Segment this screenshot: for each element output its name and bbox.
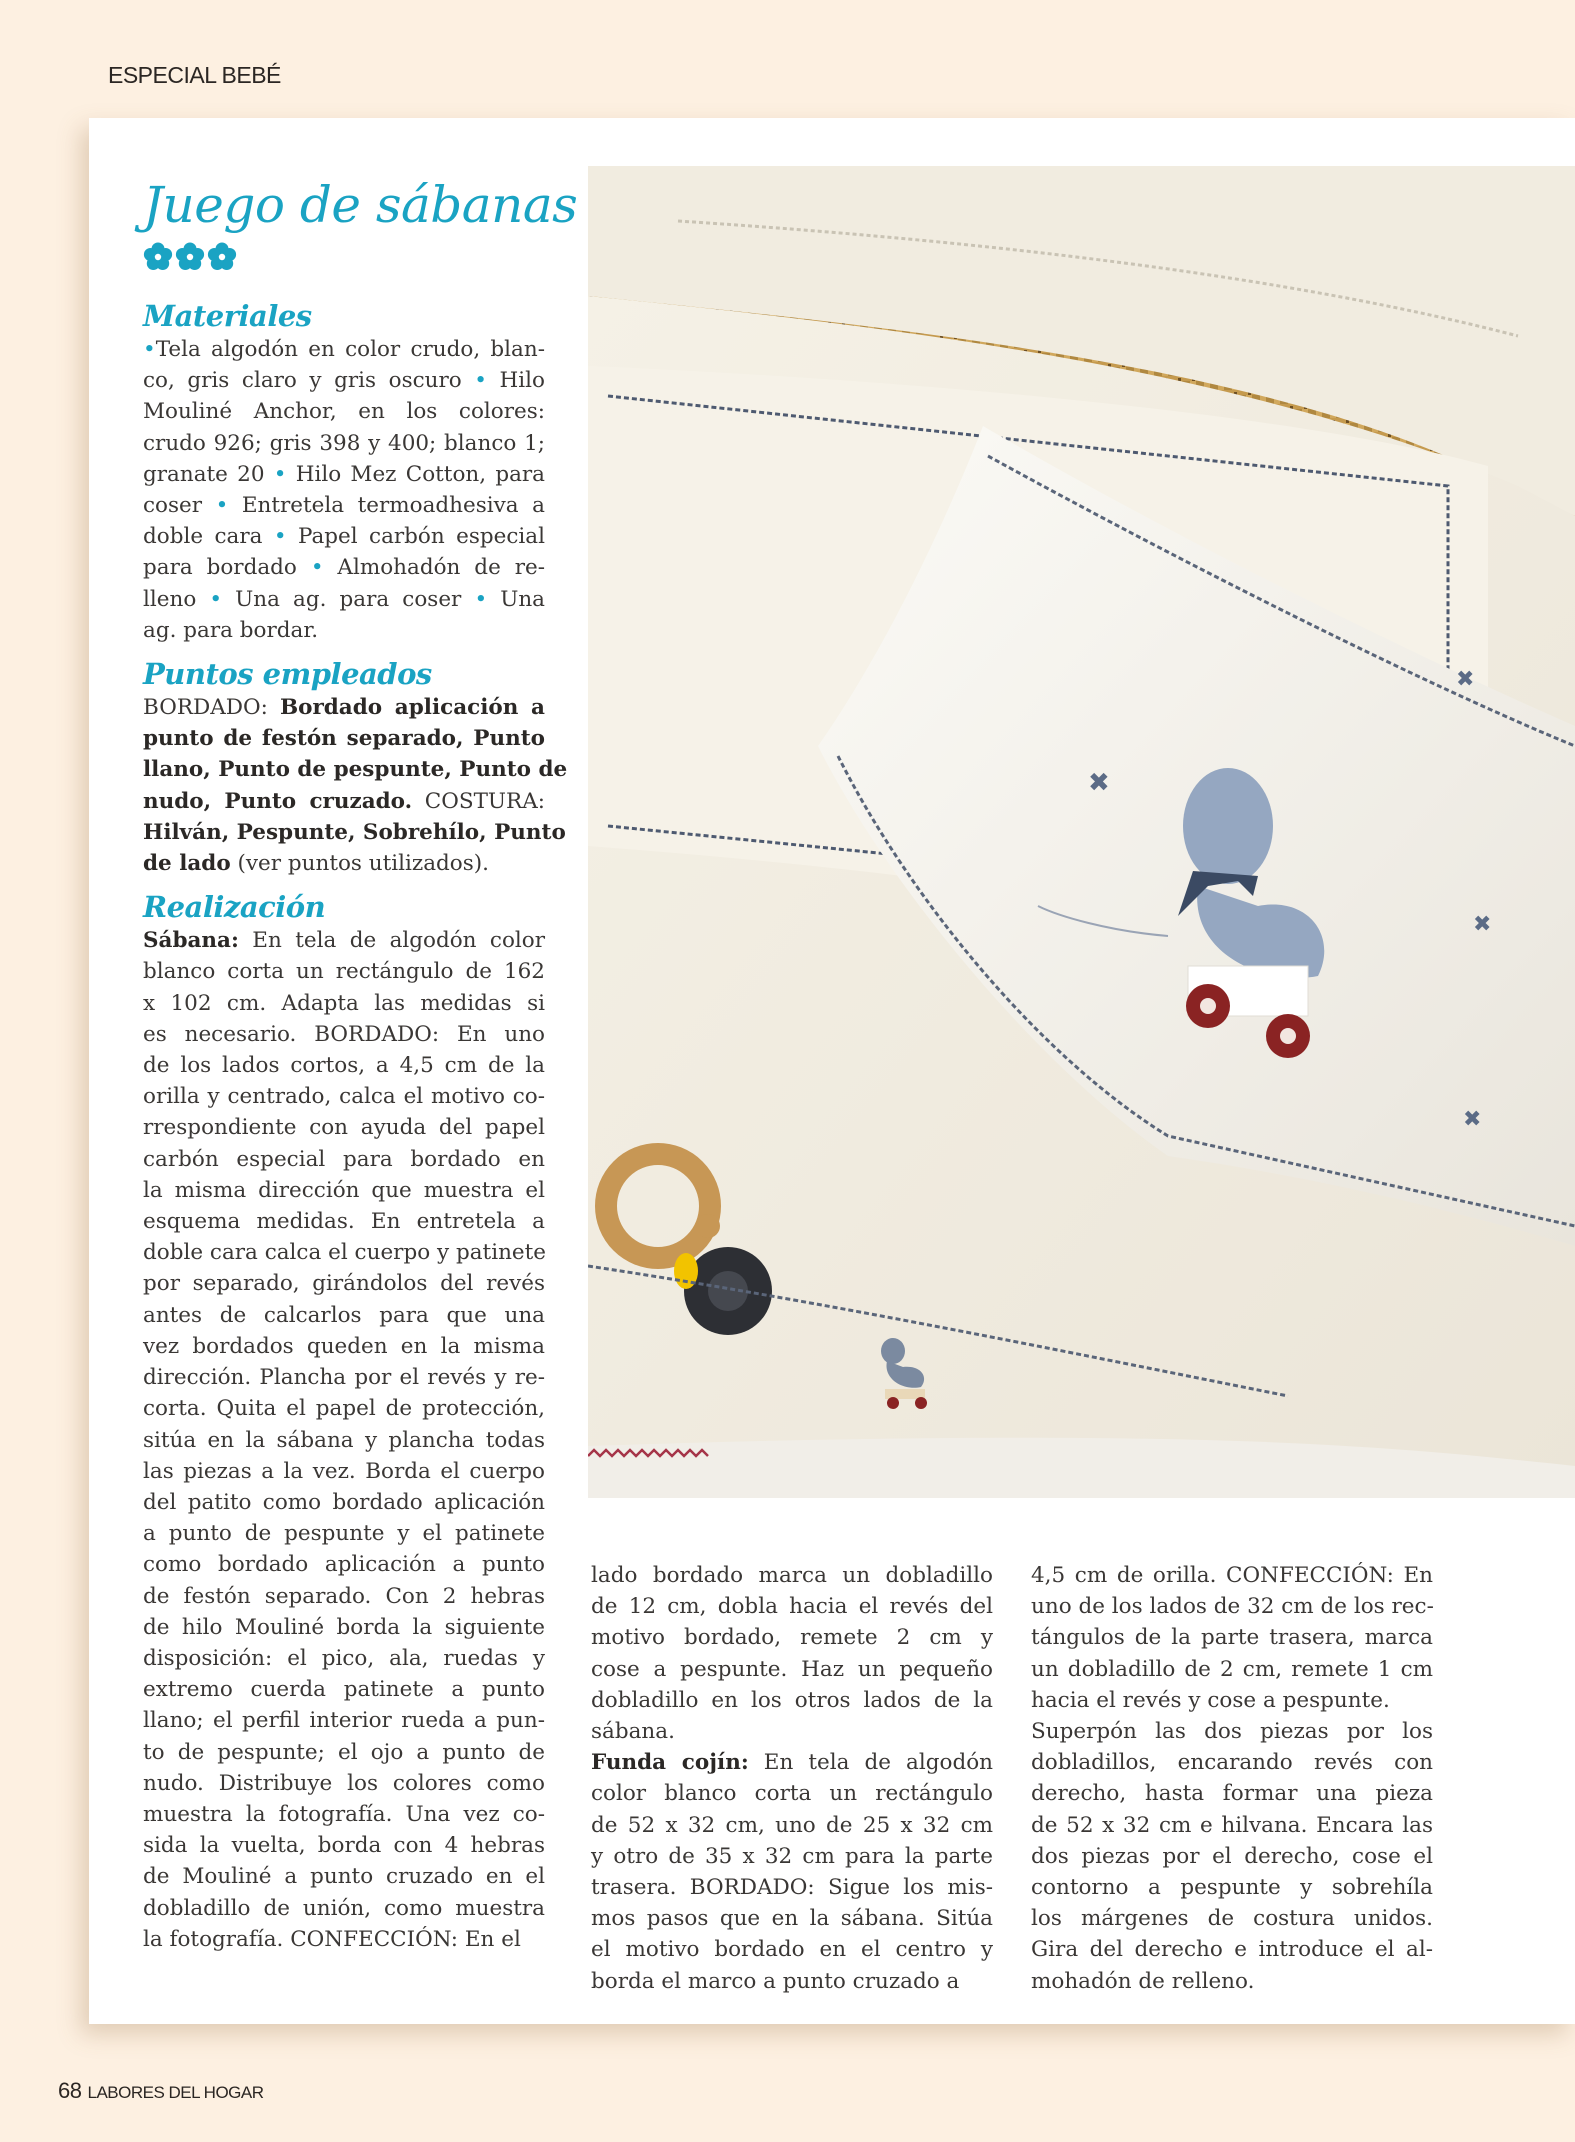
text-run: sábana. (591, 1719, 675, 1745)
bullet-icon: • (273, 524, 287, 550)
text-line (1031, 1591, 1433, 1622)
text-line (143, 1799, 545, 1830)
text-run: 4,5 cm de orilla. CONFECCIÓN: En (1031, 1563, 1433, 1588)
section-tag: ESPECIAL BEBÉ (108, 62, 281, 88)
text-line (143, 1674, 545, 1705)
text-run: es necesario. BORDADO: En uno (143, 1021, 545, 1047)
text-run: llano; el perfil interior rueda a pun- (143, 1708, 545, 1734)
text-line (591, 1778, 993, 1809)
text-line (143, 1549, 545, 1580)
text-run: antes de calcarlos para que una (143, 1302, 545, 1328)
text-line (1031, 1747, 1433, 1778)
text-run: dobladillo en los otros lados de la (591, 1687, 993, 1713)
text-run: mos pasos que en la sábana. Sitúa (591, 1906, 993, 1932)
text-run: de los lados cortos, a 4,5 cm de la (143, 1053, 545, 1079)
text-run: de hilo Mouliné borda la siguiente (143, 1614, 545, 1640)
article-title: Juego de sábanas (143, 176, 578, 234)
magazine-name: LABORES DEL HOGAR (87, 2083, 264, 2102)
text-line: granate 20 • Hilo Mez Cotton, para (143, 461, 546, 487)
middle-column (591, 1560, 993, 1997)
text-run: rrespondiente con ayuda del papel (143, 1115, 545, 1141)
text-run: trasera. BORDADO: Sigue los mis- (591, 1875, 993, 1901)
text-run: derecho, hasta formar una pieza (1031, 1781, 1433, 1807)
text-run: BORDADO: (143, 695, 280, 721)
text-line (1031, 1622, 1433, 1653)
text-line (143, 1518, 545, 1549)
text-run: extremo cuerda patinete a punto (143, 1677, 545, 1703)
text-line (143, 1487, 545, 1518)
text-run: motivo bordado, remete 2 cm y (591, 1625, 993, 1651)
svg-text:✖: ✖ (1473, 912, 1492, 937)
text-line (143, 723, 545, 754)
text-line (143, 988, 545, 1019)
text-run: dos piezas por el derecho, cose el (1031, 1843, 1433, 1869)
text-line (143, 1924, 545, 1955)
text-run: hacia el revés y cose a pespunte. (1031, 1687, 1390, 1713)
text-run: x 102 cm. Adapta las medidas si (143, 990, 545, 1016)
text-run: vez bordados queden en la misma (143, 1333, 545, 1359)
text-run: Superpón las dos piezas por los (1031, 1719, 1433, 1745)
text-run: sida la vuelta, borda con 4 hebras (143, 1833, 545, 1859)
text-line: lleno • Una ag. para coser • Una (143, 586, 546, 612)
flower-icon (207, 242, 237, 272)
text-run: la misma dirección que muestra el (143, 1177, 545, 1203)
bold-term: Hilván, Pespunte, Sobrehílo, Punto (143, 819, 566, 845)
right-column (1031, 1560, 1433, 1997)
text-run: dobladillos, encarando revés con (1031, 1750, 1433, 1776)
text-line (591, 1560, 993, 1591)
text-run: color blanco corta un rectángulo (591, 1781, 993, 1807)
text-line (143, 1362, 545, 1393)
text-line: •Tela algodón en color crudo, blan- (143, 337, 545, 362)
text-line (591, 1685, 993, 1716)
text-run: por separado, girándolos del revés (143, 1271, 545, 1297)
text-line (143, 1861, 545, 1892)
text-line (143, 925, 545, 956)
text-run: to de pespunte; el ojo a punto de (143, 1739, 545, 1765)
text-line (591, 1716, 993, 1747)
text-run: dirección. Plancha por el revés y re- (143, 1365, 545, 1391)
bold-term: Bordado aplicación a (279, 695, 545, 721)
text-line (1031, 1841, 1433, 1872)
text-line (143, 1705, 545, 1736)
text-run: blanco corta un rectángulo de 162 (143, 959, 545, 985)
text-line (143, 1425, 545, 1456)
realizacion-heading: Realización (143, 890, 326, 925)
text-run: los márgenes de costura unidos. (1031, 1906, 1433, 1932)
text-run: a punto de pespunte y el patinete (143, 1521, 545, 1547)
flower-icon (175, 242, 205, 272)
text-run: contorno a pespunte y sobrehíla (1031, 1875, 1433, 1901)
text-line (591, 1903, 993, 1934)
text-run: dobladillo de unión, como muestra (143, 1895, 545, 1921)
text-run: doble cara calca el cuerpo y patinete (143, 1240, 546, 1266)
materiales-heading: Materiales (143, 299, 312, 333)
text-line (143, 1737, 545, 1768)
text-run: borda el marco a punto cruzado a (591, 1968, 960, 1994)
text-line: para bordado • Almohadón de re- (143, 555, 545, 581)
materiales-text (143, 334, 545, 646)
svg-text:✖: ✖ (1088, 768, 1110, 798)
bullet-icon: • (215, 493, 229, 519)
text-line (143, 1237, 545, 1268)
text-run: del patito como bordado aplicación (143, 1489, 545, 1515)
text-run: En tela de algodón (748, 1750, 993, 1776)
text-line (1031, 1934, 1433, 1965)
text-line (1031, 1654, 1433, 1685)
text-line (143, 1081, 545, 1112)
text-run: lado bordado marca un dobladillo (591, 1563, 993, 1588)
puntos-heading: Puntos empleados (143, 657, 432, 692)
left-column (143, 298, 568, 1955)
flower-icon (143, 242, 173, 272)
text-line (143, 1019, 545, 1050)
text-line (1031, 1778, 1433, 1809)
text-line (1031, 1560, 1433, 1591)
text-line (143, 1206, 545, 1237)
difficulty-rating (143, 242, 237, 272)
text-line (143, 1893, 545, 1924)
text-run: de festón separado. Con 2 hebras (143, 1583, 545, 1609)
bold-term: Sábana: (143, 928, 239, 954)
bullet-icon: • (143, 337, 156, 362)
text-line (591, 1810, 993, 1841)
bold-term: llano, Punto de pespunte, Punto de (143, 757, 568, 783)
product-photo (588, 166, 1575, 1498)
text-line (143, 1456, 545, 1487)
text-line (143, 956, 545, 987)
text-run: de 52 x 32 cm, uno de 25 x 32 cm (591, 1812, 993, 1838)
page-footer (58, 2078, 264, 2104)
text-line: Mouliné Anchor, en los colores: (143, 399, 545, 425)
realizacion-text-left (143, 925, 545, 1955)
text-line (143, 1581, 545, 1612)
text-run: disposición: el pico, ala, ruedas y (143, 1645, 545, 1671)
text-line (1031, 1810, 1433, 1841)
puntos-text (143, 692, 568, 879)
text-line: doble cara • Papel carbón especial (143, 524, 545, 550)
text-line (591, 1934, 993, 1965)
text-line: ag. para bordar. (143, 617, 319, 643)
text-line (1031, 1903, 1433, 1934)
text-run: carbón especial para bordado en (143, 1146, 545, 1172)
text-line: co, gris claro y gris oscuro • Hilo (143, 368, 545, 394)
text-run: un dobladillo de 2 cm, remete 1 cm (1031, 1656, 1433, 1682)
text-line: crudo 926; gris 398 y 400; blanco 1; (143, 430, 545, 456)
text-run: (ver puntos utilizados). (230, 851, 490, 877)
bullet-icon: • (474, 368, 487, 394)
text-run: el motivo bordado en el centro y (591, 1937, 993, 1963)
text-line (143, 1112, 545, 1143)
text-line (591, 1591, 993, 1622)
text-line (143, 1175, 545, 1206)
text-run: como bordado aplicación a punto (143, 1552, 545, 1578)
text-line (1031, 1685, 1433, 1716)
text-line (591, 1654, 993, 1685)
text-line (591, 1966, 993, 1997)
text-line (143, 1830, 545, 1861)
text-run: y otro de 35 x 32 cm para la parte (591, 1843, 993, 1869)
text-run: sitúa en la sábana y plancha todas (143, 1427, 545, 1453)
text-run: de 52 x 32 cm e hilvana. Encara las (1031, 1812, 1433, 1838)
bullet-icon: • (273, 461, 287, 487)
svg-text:✖: ✖ (1456, 667, 1475, 692)
text-run: las piezas a la vez. Borda el cuerpo (143, 1458, 545, 1484)
text-line (143, 1050, 545, 1081)
text-line (143, 1768, 545, 1799)
text-run: corta. Quita el papel de protección, (143, 1396, 545, 1422)
text-line (143, 1331, 545, 1362)
bold-term: Funda cojín: (591, 1750, 749, 1776)
text-line (1031, 1966, 1433, 1997)
bold-term: nudo, Punto cruzado. (143, 788, 413, 814)
text-run: COSTURA: (412, 788, 546, 814)
text-run: En tela de algodón color (238, 928, 545, 954)
text-run: nudo. Distribuye los colores como (143, 1770, 545, 1796)
text-run: uno de los lados de 32 cm de los rec- (1031, 1594, 1434, 1620)
text-line (591, 1872, 993, 1903)
text-line (143, 848, 545, 879)
text-line (591, 1622, 993, 1653)
bold-term: de lado (143, 851, 231, 877)
text-line (143, 1612, 545, 1643)
text-run: Gira del derecho e introduce el al- (1031, 1937, 1433, 1963)
text-run: orilla y centrado, calca el motivo co- (143, 1084, 545, 1110)
text-run: de Mouliné a punto cruzado en el (143, 1864, 545, 1890)
text-line (143, 754, 568, 785)
text-line (143, 1643, 545, 1674)
text-line (143, 692, 545, 723)
text-run: de 12 cm, dobla hacia el revés del (591, 1594, 993, 1620)
text-run: mohadón de relleno. (1031, 1968, 1255, 1994)
text-line (143, 1393, 545, 1424)
text-line (591, 1747, 993, 1778)
text-run: cose a pespunte. Haz un pequeño (591, 1656, 993, 1682)
text-line (1031, 1716, 1433, 1747)
text-line (143, 1144, 545, 1175)
text-run: la fotografía. CONFECCIÓN: En el (143, 1926, 521, 1952)
bullet-icon: • (474, 586, 488, 612)
text-run: esquema medidas. En entretela a (143, 1209, 545, 1235)
page-number: 68 (58, 2078, 82, 2103)
text-run: tángulos de la parte trasera, marca (1031, 1625, 1433, 1651)
text-line (143, 817, 566, 848)
text-line (591, 1841, 993, 1872)
text-line (1031, 1872, 1433, 1903)
svg-text:✖: ✖ (1463, 1107, 1482, 1132)
bold-term: punto de festón separado, Punto (143, 726, 545, 752)
text-run: muestra la fotografía. Una vez co- (143, 1801, 545, 1827)
text-line (143, 786, 545, 817)
text-line (143, 1268, 545, 1299)
bullet-icon: • (209, 586, 223, 612)
text-line (143, 1300, 545, 1331)
bullet-icon: • (310, 555, 324, 581)
text-line: coser • Entretela termoadhesiva a (143, 493, 545, 519)
